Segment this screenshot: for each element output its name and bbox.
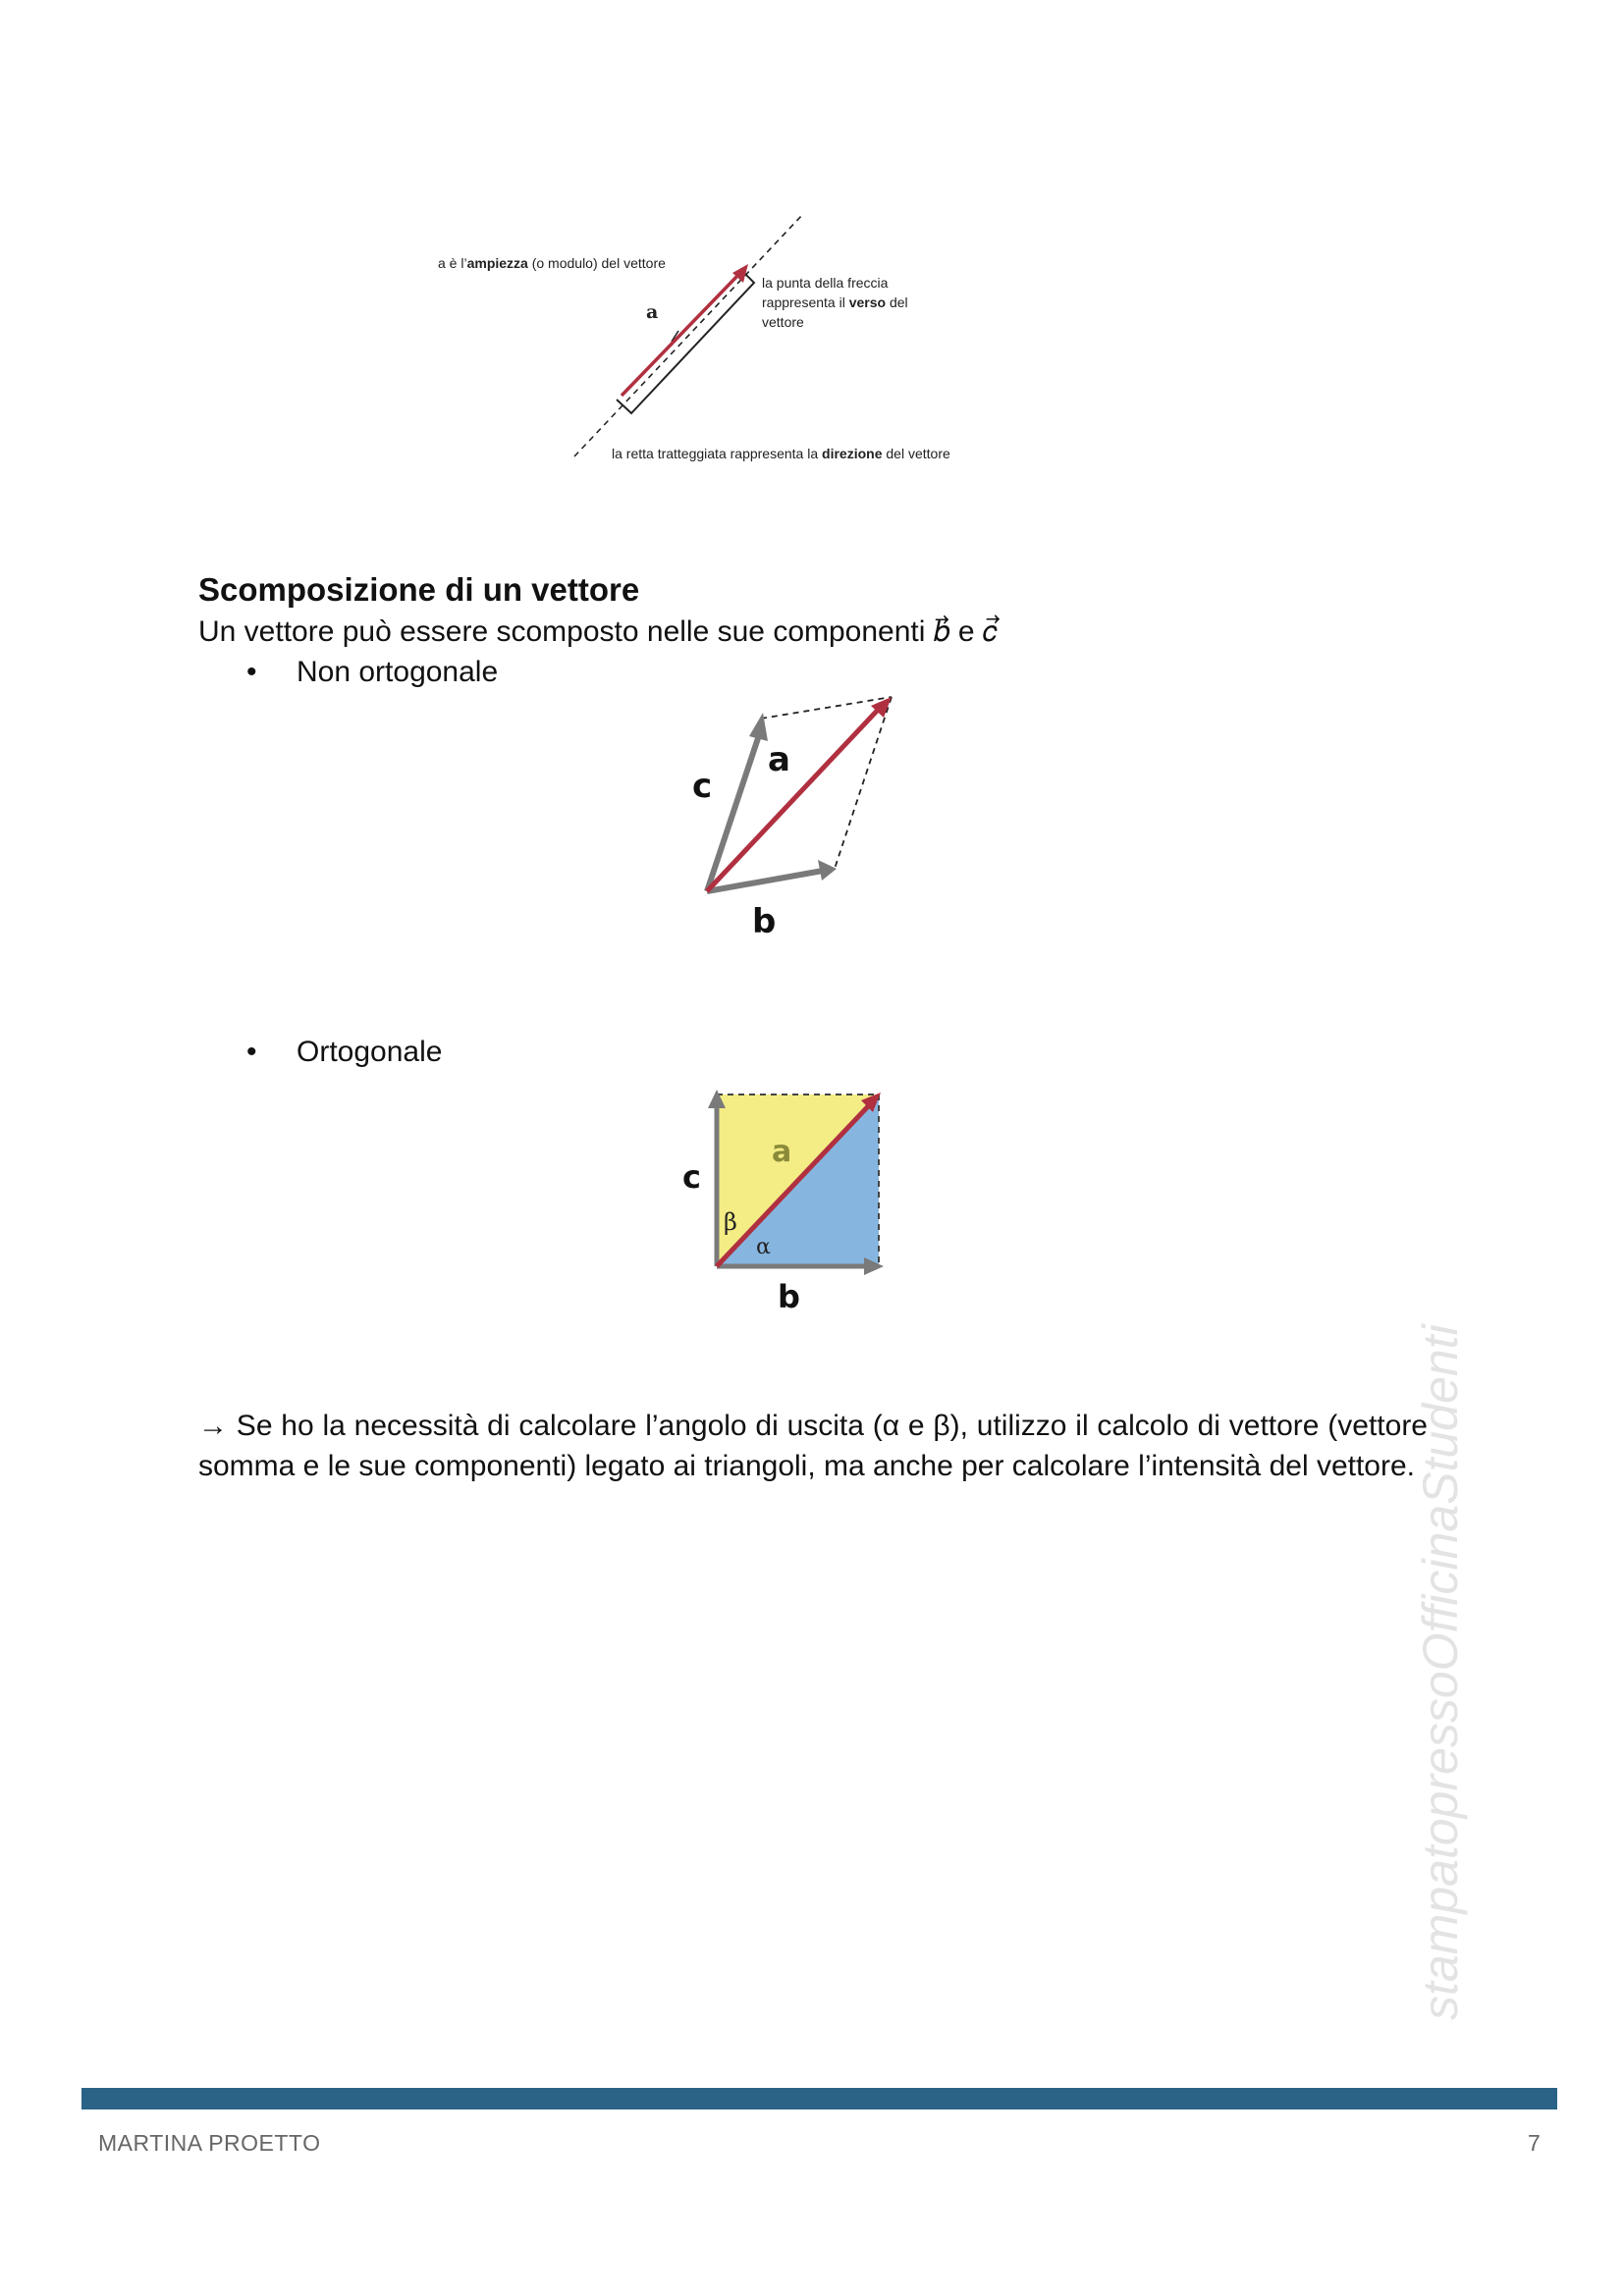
- direction-dashed-line: [574, 214, 803, 456]
- watermark: stampatopressoOfficinaStudenti: [1413, 1324, 1468, 2020]
- amplitude-caption: a è l’ampiezza (o modulo) del vettore: [438, 255, 666, 271]
- section-intro: Un vettore può essere scomposto nelle sue componenti 𝑏⃗ e 𝑐⃗: [198, 615, 999, 648]
- vector-definition-diagram: [422, 206, 1011, 471]
- component-c-arrow: [707, 732, 760, 891]
- bullet-label: Non ortogonale: [297, 656, 499, 688]
- label-alpha: α: [756, 1235, 771, 1259]
- page-number: 7: [1528, 2130, 1541, 2156]
- explanation-paragraph: → Se ho la necessità di calcolare l’angolo di uscita (α e β), utilizzo il calcolo di vettore (vettore somma e le sue componenti) legato ai triangoli, ma anche per calcolare l’intensità del vettore.: [198, 1410, 1428, 1482]
- component-c-arrowhead: [749, 713, 768, 741]
- label-beta: β: [724, 1208, 737, 1236]
- non-orthogonal-figure: [677, 687, 972, 952]
- non-orthogonal-diagram: [677, 687, 972, 952]
- magnitude-bracket: [617, 269, 754, 413]
- tip-caption-line-2: rappresenta il verso del: [762, 294, 908, 310]
- orthogonal-diagram: [677, 1085, 903, 1320]
- direction-caption: la retta tratteggiata rappresenta la direzione del vettore: [612, 446, 950, 461]
- footer-author: MARTINA PROETTO: [98, 2130, 321, 2156]
- vector-arrow: [622, 275, 738, 396]
- resultant-a-arrow: [707, 707, 881, 891]
- label-a: a: [768, 740, 790, 779]
- tip-caption-line-3: vettore: [762, 314, 804, 330]
- label-b: b: [752, 902, 777, 941]
- bullet-dot: •: [246, 1036, 257, 1068]
- label-b: b: [778, 1278, 800, 1315]
- component-b-arrowhead: [818, 860, 837, 881]
- label-c: c: [682, 1158, 701, 1196]
- vector-definition-figure: [422, 206, 1011, 471]
- tip-caption-line-1: la punta della freccia: [762, 275, 889, 291]
- section-heading: Scomposizione di un vettore: [198, 571, 640, 608]
- label-c: c: [692, 767, 713, 806]
- magnitude-label: a: [646, 301, 659, 323]
- footer-bar: [81, 2088, 1557, 2109]
- bullet-dot: •: [246, 656, 257, 688]
- orthogonal-figure: [677, 1085, 903, 1320]
- bullet-label: Ortogonale: [297, 1036, 443, 1068]
- label-a: a: [772, 1135, 792, 1169]
